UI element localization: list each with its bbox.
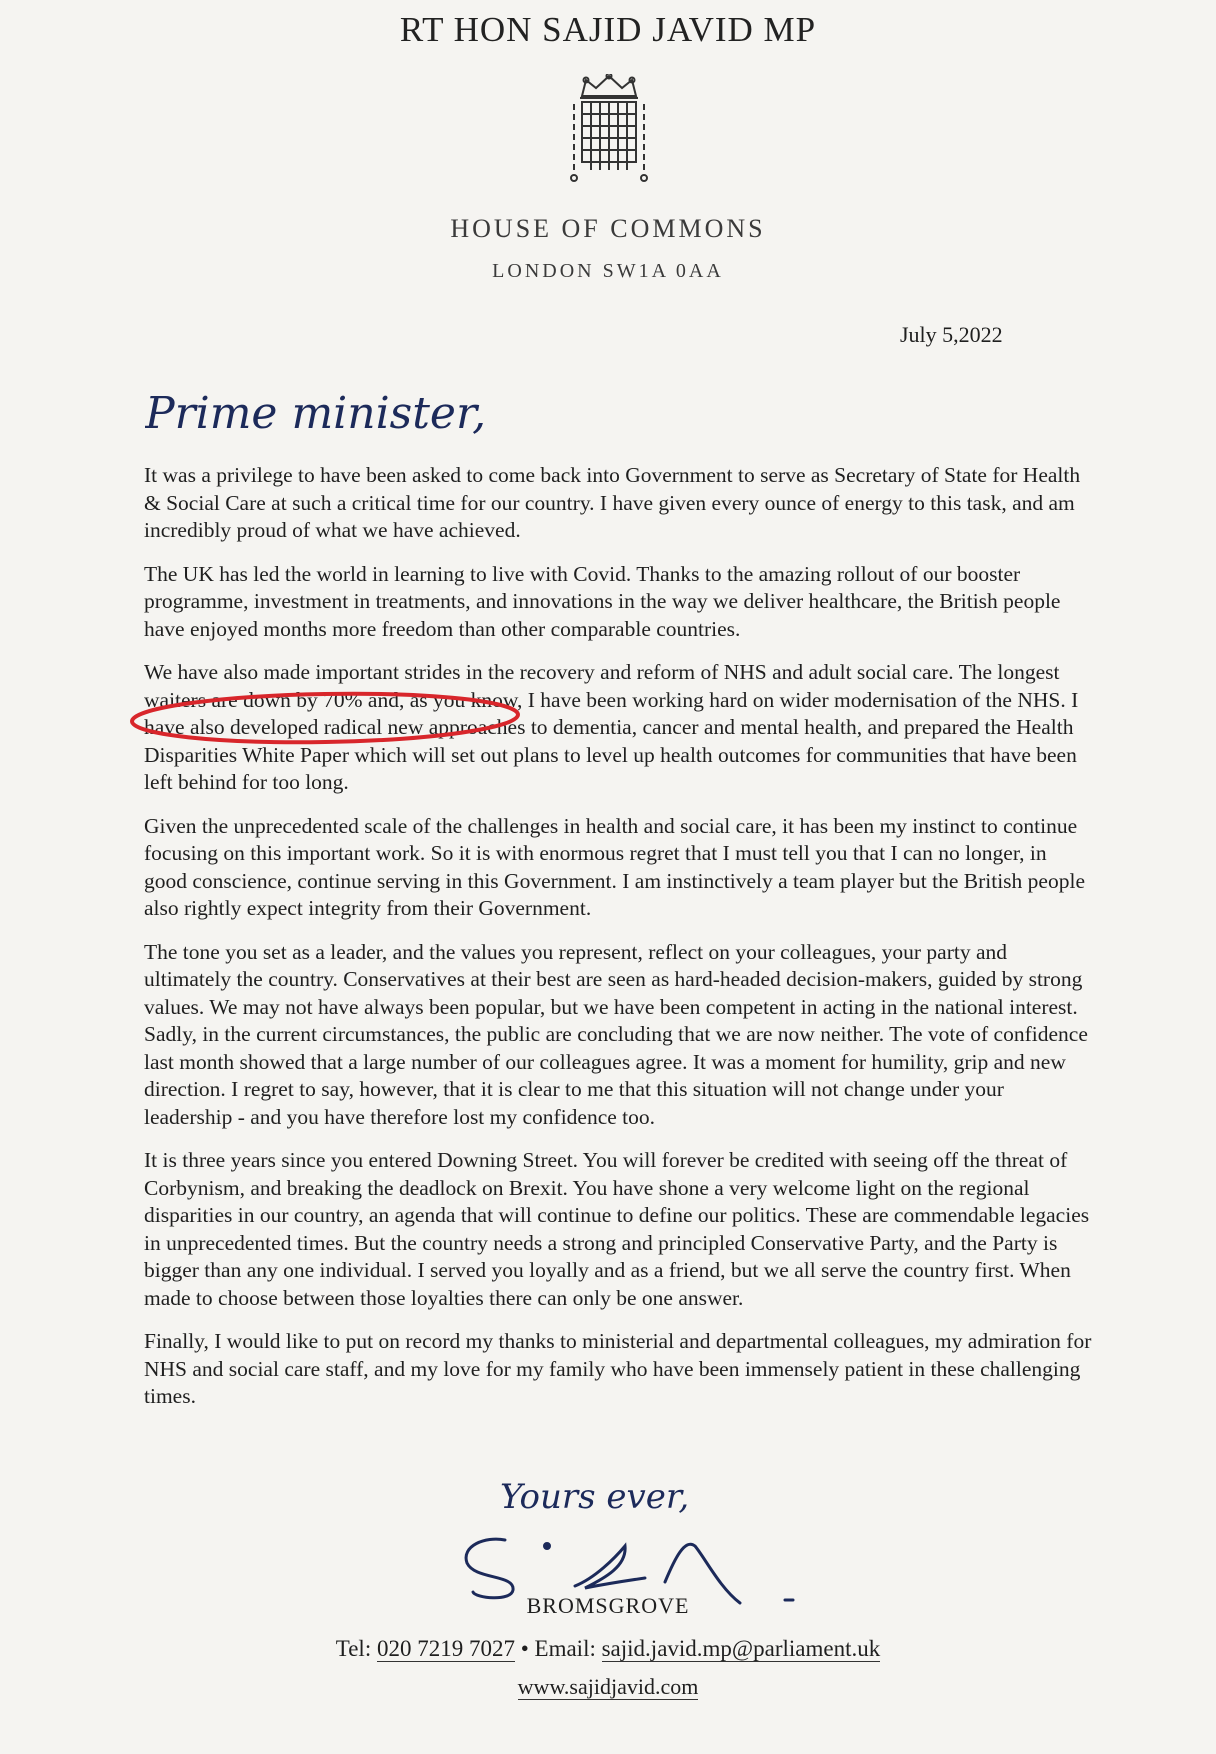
paragraph-2: The UK has led the world in learning to live with Covid. Thanks to the amazing rollout of our booster programme, investment in treatments, and innovations in the way we deliver healthcare, the British people have enjoyed months more freedom than other comparable countries.	[144, 561, 1061, 641]
separator-dot: •	[520, 1636, 529, 1661]
red-circle-annotation	[125, 688, 525, 748]
paragraph-3-after: and, as you know, I have been working hard on wider modernisation of the NHS. I have also developed radical new approaches to dementia, cancer and mental health, and prepared the Health Disparities White Paper which will set out plans to level up health outcomes for communities that have been left behind for too long.	[144, 687, 1079, 794]
paragraph-3-before: We have also made important strides in the recovery and reform of NHS and adult social care.	[144, 660, 959, 684]
highlighted-statistic: The longest waiters are down by 70%	[144, 660, 1060, 712]
tel-label: Tel:	[335, 1636, 372, 1661]
paragraph-4: Given the unprecedented scale of the challenges in health and social care, it has been my instinct to continue focusing on this important work. So it is with enormous regret that I must tell you that I can no longer, in good conscience, continue serving in this Government. I am instinctively a team player but the British people also rightly expect integrity from their Government.	[144, 813, 1085, 920]
website-link[interactable]: www.sajidjavid.com	[517, 1674, 699, 1699]
letter-body	[144, 462, 1094, 1427]
paragraph-7: Finally, I would like to put on record my thanks to ministerial and departmental colleagues, my admiration for NHS and social care staff, and my love for my family who have been immensely patient in these challenging times.	[144, 1329, 1092, 1408]
email-link[interactable]: sajid.javid.mp@parliament.uk	[601, 1636, 881, 1661]
handwritten-salutation	[145, 378, 545, 448]
salutation-text: Prime minister,	[145, 388, 487, 439]
tel-number: 020 7219 7027	[376, 1636, 515, 1661]
paragraph-5: The tone you set as a leader, and the values you represent, reflect on your colleagues, your party and ultimately the country. Conservatives at their best are seen as hard-headed decision-makers, guided by strong values. We may not have always been popular, but we have been competent in acting in the national interest. Sadly, in the current circumstances, the public are concluding that we are now neither. The vote of confidence last month showed that a large number of our colleagues agree. It was a moment for humility, grip and new direction. I regret to say, however, that it is clear to me that this situation will not change under your leadership - and you have therefore lost my confidence too.	[144, 939, 1088, 1129]
paragraph-1: It was a privilege to have been asked to come back into Government to serve as Secretary of State for Health & Social Care at such a critical time for our country. I have given every ounce of energy to this task, and am incredibly proud of what we have achieved.	[144, 463, 1081, 542]
paragraph-6: It is three years since you entered Downing Street. You will forever be credited with seeing off the threat of Corbynism, and breaking the deadlock on Brexit. You have shone a very welcome light on the regional disparities in our country, an agenda that will continue to define our politics. These are commendable legacies in unprecedented times. But the country needs a strong and principled Conservative Party, and the Party is bigger than any one individual. I served you loyally and as a friend, but we all serve the country first. When made to choose between those loyalties there can only be one answer.	[144, 1148, 1090, 1310]
letterhead-name: RT HON SAJID JAVID MP	[399, 10, 817, 49]
constituency: BROMSGROVE	[526, 1593, 690, 1618]
portcullis-icon	[564, 74, 654, 184]
website-line	[0, 1674, 1216, 1700]
email-label: Email:	[534, 1636, 596, 1661]
signoff-text: Yours ever,	[500, 1477, 690, 1517]
letterhead-address: LONDON SW1A 0AA	[492, 260, 724, 282]
letter-date: July 5,2022	[900, 322, 1003, 347]
contact-line	[0, 1636, 1216, 1662]
house-of-commons: HOUSE OF COMMONS	[450, 214, 766, 243]
